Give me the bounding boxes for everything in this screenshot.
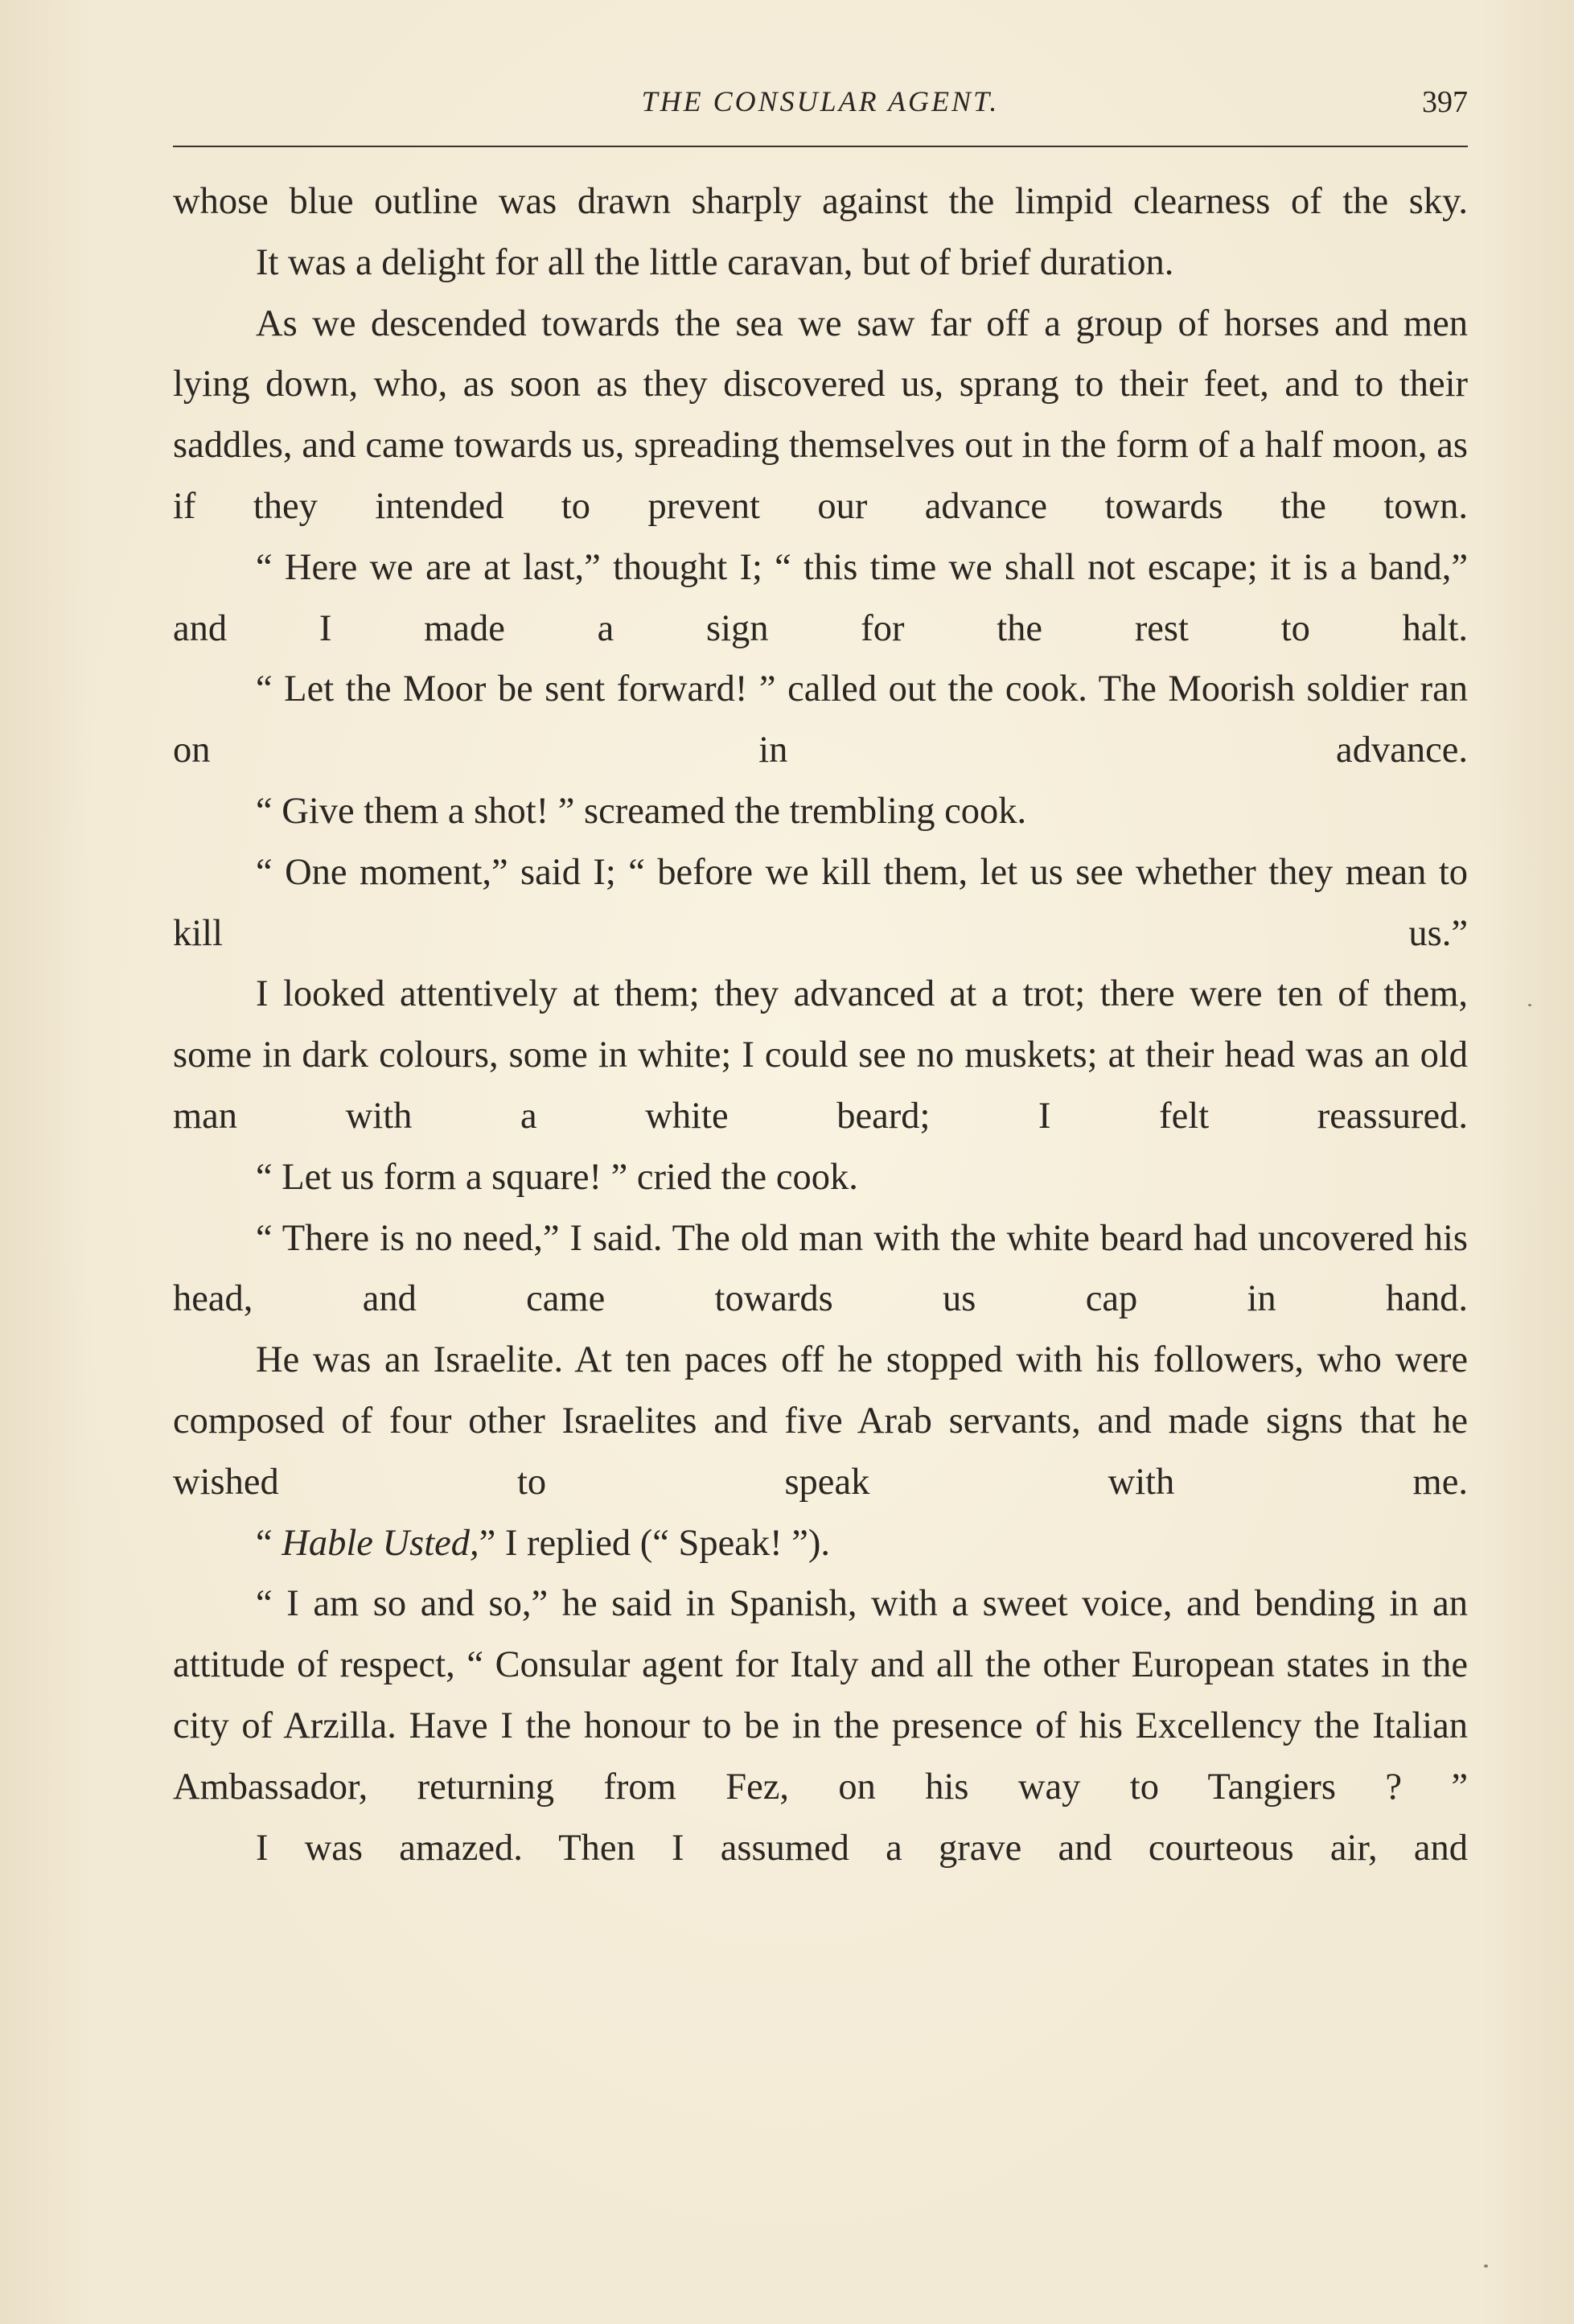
italic-phrase: Hable Usted, xyxy=(282,1522,479,1564)
paragraph: “ There is no need,” I said. The old man with the white beard had uncovered his head, and came towards us cap in hand. xyxy=(173,1217,1468,1320)
paragraph: whose blue outline was drawn sharply against the limpid clearness of the sky. xyxy=(173,181,1468,222)
paragraph: “ One moment,” said I; “ before we kill them, let us see whether they mean to kill us.” xyxy=(173,851,1468,954)
paragraph: I looked attentively at them; they advanced at a trot; there were ten of them, some in dark colours, some in white; I could see no muskets; at their head was an old man with a white beard; I felt reassured. xyxy=(173,973,1468,1137)
paper-speck xyxy=(1484,2264,1488,2268)
paragraph: He was an Israelite. At ten paces off he stopped with his followers, who were composed of four other Israelites and five Arab servants, and made signs that he wished to speak with me. xyxy=(173,1339,1468,1503)
header-rule xyxy=(173,146,1468,147)
paragraph: “ I am so and so,” he said in Spanish, with a sweet voice, and bending in an attitude of respect, “ Consular agent for Italy and all the other European states in the city of Arzilla. Have I the honour to be in the presence of his Excellency the Italian Ambassador, returning from Fez, on his way to Tangiers ? ” xyxy=(173,1583,1468,1808)
body-text xyxy=(173,171,1468,1878)
paragraph: “ Let the Moor be sent forward! ” called out the cook. The Moorish soldier ran on in advance. xyxy=(173,668,1468,771)
paragraph: As we descended towards the sea we saw far off a group of horses and men lying down, who, as soon as they discovered us, sprang to their feet, and to their saddles, and came towards us, spreading themselves out in the form of a half moon, as if they intended to prevent our advance towards the town. xyxy=(173,302,1468,527)
paragraph xyxy=(173,1513,1468,1574)
paragraph: I was amazed. Then I assumed a grave and courteous air, and xyxy=(256,1827,1468,1869)
paper-speck xyxy=(1528,1004,1531,1006)
paragraph: “ Let us form a square! ” cried the cook. xyxy=(256,1156,858,1198)
page-number: 397 xyxy=(1422,85,1468,119)
quote-open: “ xyxy=(256,1522,282,1564)
paragraph: It was a delight for all the little caravan, but of brief duration. xyxy=(256,241,1174,283)
paragraph: “ Give them a shot! ” screamed the trembling cook. xyxy=(256,790,1027,832)
running-title: THE CONSULAR AGENT. xyxy=(641,85,1000,117)
running-header xyxy=(173,84,1468,133)
paragraph: “ Here we are at last,” thought I; “ this time we shall not escape; it is a band,” and I made a sign for the rest to halt. xyxy=(173,546,1468,649)
paragraph-rest: ” I replied (“ Speak! ”). xyxy=(479,1522,830,1564)
